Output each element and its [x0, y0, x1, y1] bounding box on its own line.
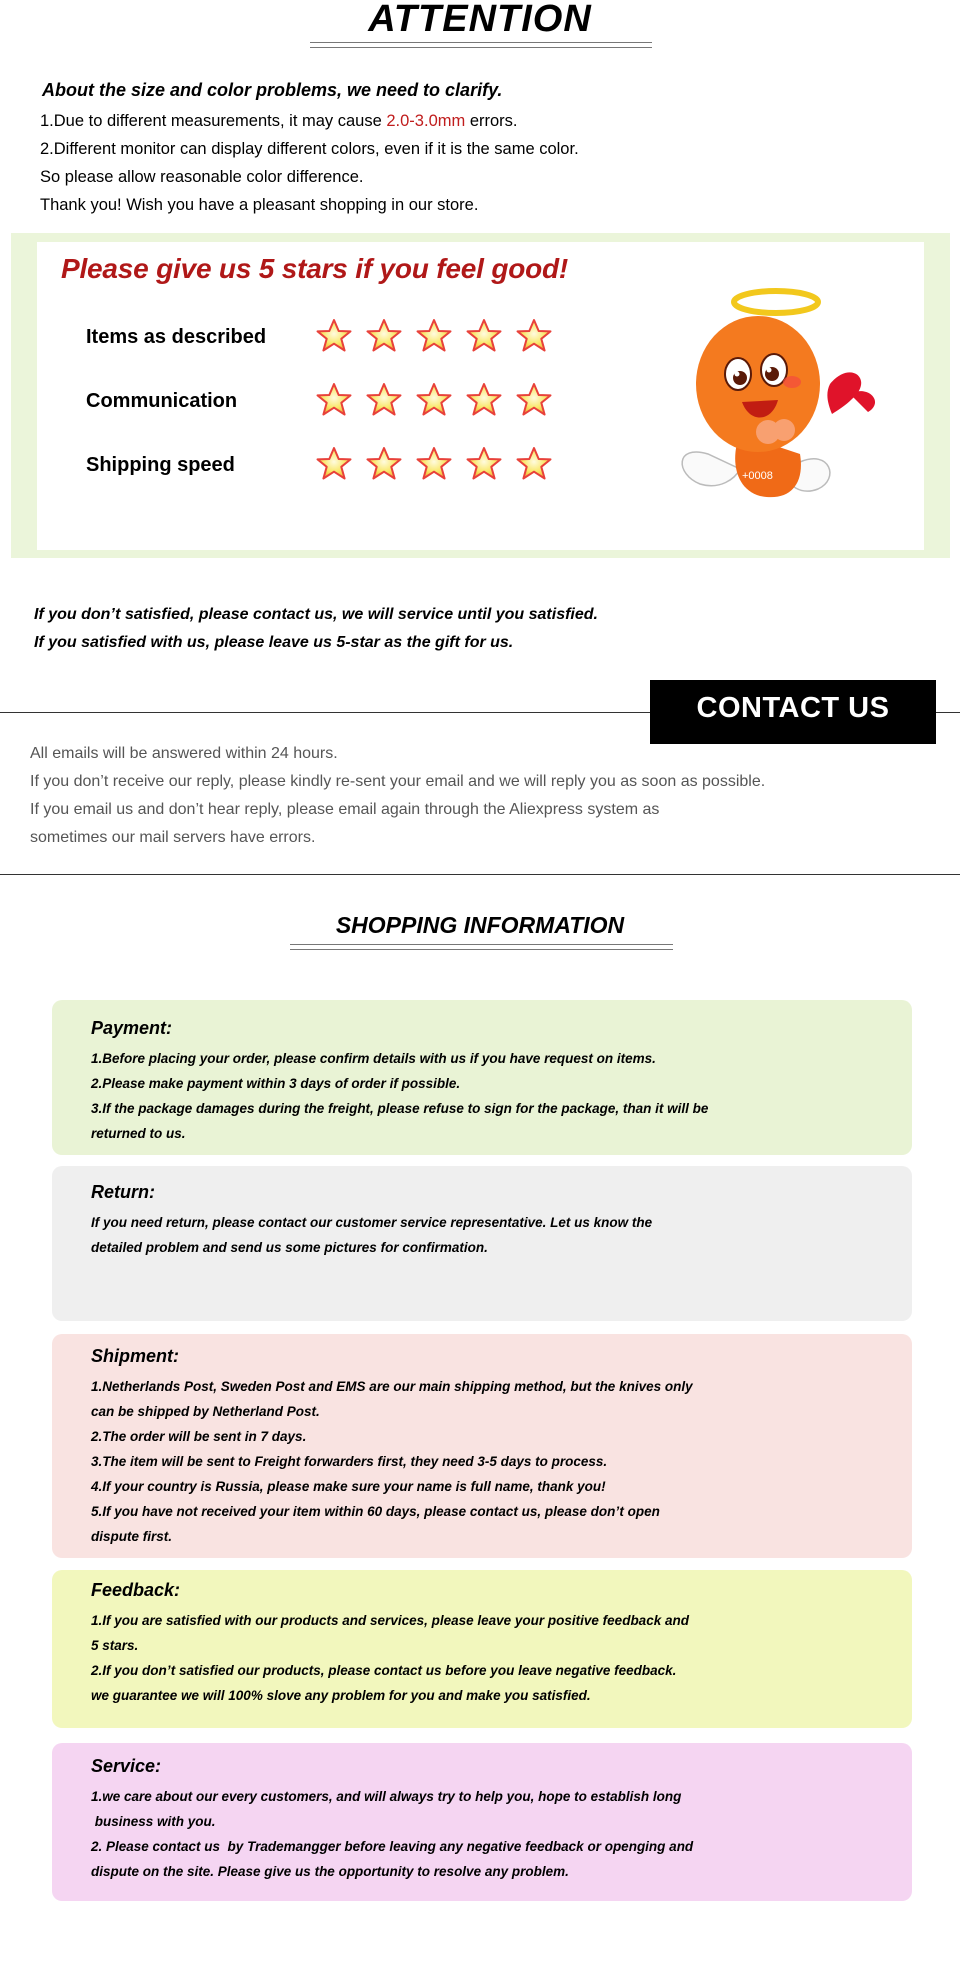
rating-label-shipping: Shipping speed — [86, 454, 235, 476]
shipment-line-7: dispute first. — [91, 1529, 173, 1544]
feedback-card — [52, 1570, 912, 1728]
star-icon[interactable] — [466, 382, 502, 418]
shipment-card — [52, 1334, 912, 1558]
payment-line-3: 3.If the package damages during the freight, please refuse to sign for the package, than it will be — [91, 1101, 709, 1116]
star-icon[interactable] — [316, 446, 352, 482]
feedback-line-2: 5 stars. — [91, 1638, 139, 1653]
satisfaction-line-1: If you don’t satisfied, please contact us, we will service until you satisfied. — [34, 606, 598, 623]
svg-text:+0008: +0008 — [742, 470, 773, 482]
star-icon[interactable] — [366, 382, 402, 418]
attention-line-4: Thank you! Wish you have a pleasant shopping in our store. — [40, 196, 479, 214]
rating-title: Please give us 5 stars if you feel good! — [61, 253, 569, 284]
feedback-line-4: we guarantee we will 100% slove any problem for you and make you satisfied. — [91, 1688, 591, 1703]
shipment-line-2: can be shipped by Netherland Post. — [91, 1404, 320, 1419]
star-icon[interactable] — [316, 318, 352, 354]
attention-line-1 — [40, 112, 518, 131]
title-underline — [310, 42, 652, 48]
contact-line-2: If you don’t receive our reply, please kindly re-sent your email and we will reply you as soon as possible. — [30, 773, 766, 790]
shipment-title: Shipment: — [91, 1346, 179, 1366]
service-line-3: 2. Please contact us by Trademangger before leaving any negative feedback or openging and — [91, 1839, 694, 1854]
star-icon[interactable] — [516, 446, 552, 482]
return-title: Return: — [91, 1182, 155, 1202]
shipment-line-4: 3.The item will be sent to Freight forwarders first, they need 3-5 days to process. — [91, 1454, 608, 1469]
star-icon[interactable] — [416, 446, 452, 482]
feedback-line-1: 1.If you are satisfied with our products and services, please leave your positive feedback and — [91, 1613, 689, 1628]
shipment-line-1: 1.Netherlands Post, Sweden Post and EMS are our main shipping method, but the knives only — [91, 1379, 693, 1394]
rating-label-communication: Communication — [86, 390, 238, 412]
line1-prefix: 1.Due to different measurements, it may cause — [40, 112, 387, 130]
star-icon[interactable] — [366, 318, 402, 354]
payment-title: Payment: — [91, 1018, 173, 1038]
contact-line-3: If you email us and don’t hear reply, please email again through the Aliexpress system as — [30, 801, 660, 818]
error-range-highlight: 2.0-3.0mm — [386, 112, 466, 130]
shipment-line-6: 5.If you have not received your item within 60 days, please contact us, please don’t open — [91, 1504, 660, 1519]
service-line-1: 1.we care about our every customers, and will always try to help you, hope to establish long — [91, 1789, 682, 1804]
star-icon[interactable] — [366, 446, 402, 482]
feedback-title: Feedback: — [91, 1580, 181, 1600]
star-icon[interactable] — [466, 318, 502, 354]
rating-label-items: Items as described — [86, 326, 267, 348]
angel-mascot-icon — [680, 284, 886, 504]
star-icon[interactable] — [516, 318, 552, 354]
shipment-line-3: 2.The order will be sent in 7 days. — [91, 1429, 307, 1444]
star-icon[interactable] — [416, 318, 452, 354]
star-icon[interactable] — [316, 382, 352, 418]
satisfaction-line-2: If you satisfied with us, please leave us 5-star as the gift for us. — [34, 634, 514, 651]
payment-line-2: 2.Please make payment within 3 days of order if possible. — [91, 1076, 461, 1091]
shipment-line-5: 4.If your country is Russia, please make sure your name is full name, thank you! — [91, 1479, 606, 1494]
star-icon[interactable] — [466, 446, 502, 482]
contact-line-4: sometimes our mail servers have errors. — [30, 829, 316, 846]
return-line-2: detailed problem and send us some pictures for confirmation. — [91, 1240, 488, 1255]
shopping-info-title: SHOPPING INFORMATION — [335, 912, 625, 938]
attention-heading: About the size and color problems, we need to clarify. — [42, 80, 503, 100]
feedback-line-3: 2.If you don’t satisfied our products, please contact us before you leave negative feedback. — [91, 1663, 677, 1678]
contact-divider-bottom — [0, 874, 960, 875]
shopping-title-underline — [290, 944, 673, 950]
attention-line-2: 2.Different monitor can display different colors, even if it is the same color. — [40, 140, 579, 158]
return-line-1: If you need return, please contact our customer service representative. Let us know the — [91, 1215, 653, 1230]
payment-line-4: returned to us. — [91, 1126, 186, 1141]
service-title: Service: — [91, 1756, 162, 1776]
star-icon[interactable] — [416, 382, 452, 418]
attention-line-3: So please allow reasonable color difference. — [40, 168, 364, 186]
attention-title: ATTENTION — [368, 0, 592, 40]
contact-line-1: All emails will be answered within 24 hours. — [30, 745, 338, 762]
service-line-4: dispute on the site. Please give us the opportunity to resolve any problem. — [91, 1864, 569, 1879]
star-icon[interactable] — [516, 382, 552, 418]
payment-line-1: 1.Before placing your order, please confirm details with us if you have request on items. — [91, 1051, 656, 1066]
contact-us-title: CONTACT US — [696, 692, 890, 724]
line1-suffix: errors. — [465, 112, 518, 130]
service-line-2: business with you. — [91, 1814, 216, 1829]
